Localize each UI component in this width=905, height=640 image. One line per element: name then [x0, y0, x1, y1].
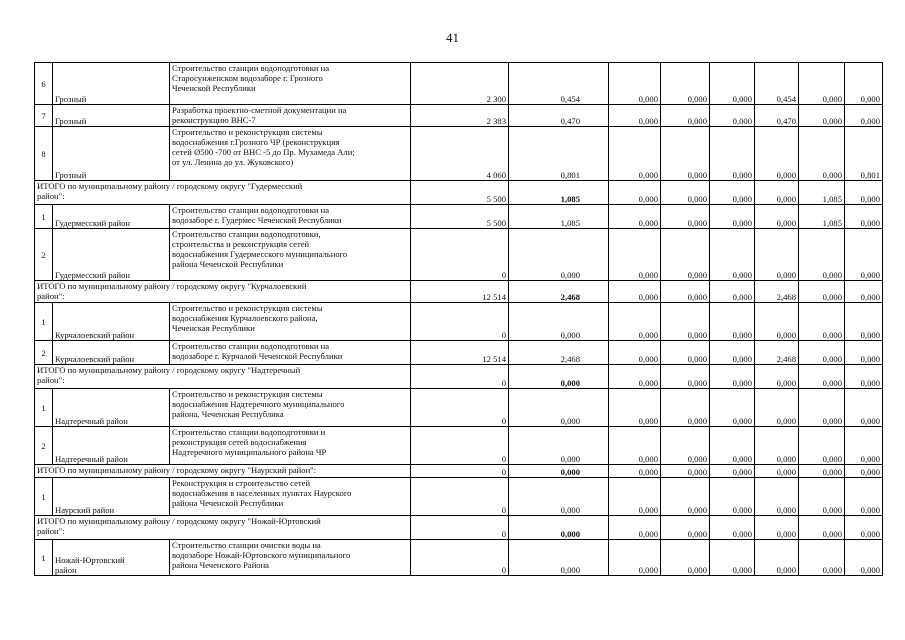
value-cell: 0,000 [509, 465, 609, 478]
value-cell: 0,000 [609, 229, 661, 281]
value-cell: 0,000 [799, 540, 845, 576]
total-label-cell: ИТОГО по муниципальному району / городскому округу "Курчалоевский район": [35, 281, 411, 303]
district-cell: Курчалоевский район [53, 341, 170, 365]
district-cell: Наурский район [53, 478, 170, 516]
investment-program-table [34, 62, 883, 576]
total-row [35, 181, 883, 205]
value-cell: 0,000 [609, 341, 661, 365]
value-cell: 0 [411, 516, 509, 540]
value-cell: 0,000 [755, 127, 799, 181]
value-cell: 0,801 [845, 127, 883, 181]
value-cell: 0,470 [755, 105, 799, 127]
value-cell: 0,000 [661, 540, 710, 576]
work-description-cell: Строительство станции водоподготовки и реконструкция сетей водоснабжения Надтеречного муниципального района ЧР [170, 427, 411, 465]
value-cell: 0,000 [710, 281, 755, 303]
district-cell: Надтеречный район [53, 427, 170, 465]
district-cell: Грозный [53, 127, 170, 181]
value-cell: 0,000 [710, 365, 755, 389]
value-cell: 0,000 [845, 389, 883, 427]
district-cell: Гудермесский район [53, 205, 170, 229]
row-number-cell: 1 [35, 205, 53, 229]
value-cell: 0,000 [609, 127, 661, 181]
row-number-cell: 2 [35, 229, 53, 281]
district-cell: Грозный [53, 63, 170, 105]
value-cell: 0,000 [661, 303, 710, 341]
value-cell: 0,000 [661, 478, 710, 516]
value-cell: 0,000 [845, 516, 883, 540]
value-cell: 0,000 [661, 427, 710, 465]
work-description-cell: Реконструкция и строительство сетей водоснабжения в населенных пунктах Наурского района Чеченской Республики [170, 478, 411, 516]
value-cell: 4 060 [411, 127, 509, 181]
row-number-cell: 1 [35, 478, 53, 516]
value-cell: 2 300 [411, 63, 509, 105]
table-row [35, 478, 883, 516]
value-cell: 12 514 [411, 281, 509, 303]
value-cell: 1,085 [509, 181, 609, 205]
value-cell: 0,000 [845, 303, 883, 341]
value-cell: 0,000 [755, 229, 799, 281]
value-cell: 0,000 [799, 516, 845, 540]
value-cell: 0 [411, 540, 509, 576]
value-cell: 0,000 [845, 478, 883, 516]
work-description-cell: Строительство станции водоподготовки на водозаборе г. Гудермес Чеченской Республики [170, 205, 411, 229]
value-cell: 0,000 [755, 365, 799, 389]
total-row [35, 465, 883, 478]
value-cell: 0,000 [799, 427, 845, 465]
value-cell: 0,000 [799, 229, 845, 281]
value-cell: 0,000 [710, 127, 755, 181]
work-description-cell: Строительство станции очистки воды на водозаборе Ножай-Юртовского муниципального района Чеченского Района [170, 540, 411, 576]
table-row [35, 63, 883, 105]
value-cell: 0 [411, 427, 509, 465]
value-cell: 0,000 [509, 229, 609, 281]
value-cell: 2 383 [411, 105, 509, 127]
value-cell: 0,000 [799, 341, 845, 365]
value-cell: 0,000 [609, 303, 661, 341]
table-row [35, 303, 883, 341]
table-row [35, 105, 883, 127]
value-cell: 0,000 [710, 465, 755, 478]
value-cell: 2,468 [755, 341, 799, 365]
value-cell: 0,000 [661, 365, 710, 389]
value-cell: 0,454 [755, 63, 799, 105]
total-row [35, 516, 883, 540]
value-cell: 0,801 [509, 127, 609, 181]
value-cell: 0,000 [710, 516, 755, 540]
value-cell: 0,000 [710, 540, 755, 576]
value-cell: 0,000 [799, 281, 845, 303]
district-cell: Надтеречный район [53, 389, 170, 427]
value-cell: 1,085 [509, 205, 609, 229]
value-cell: 0,000 [509, 516, 609, 540]
table-row [35, 427, 883, 465]
value-cell: 0,000 [755, 540, 799, 576]
value-cell: 0,000 [845, 281, 883, 303]
value-cell: 1,085 [799, 181, 845, 205]
work-description-cell: Строительство и реконструкция системы водоснабжения Надтеречного муниципального района, Чеченская Республика [170, 389, 411, 427]
value-cell: 0,000 [845, 205, 883, 229]
value-cell: 0,000 [845, 365, 883, 389]
district-cell: Гудермесский район [53, 229, 170, 281]
value-cell: 5 500 [411, 205, 509, 229]
value-cell: 0,000 [609, 105, 661, 127]
value-cell: 0,000 [509, 303, 609, 341]
value-cell: 0 [411, 365, 509, 389]
value-cell: 0 [411, 229, 509, 281]
value-cell: 0,000 [661, 127, 710, 181]
value-cell: 0,000 [799, 63, 845, 105]
district-cell: Ножай-Юртовский район [53, 540, 170, 576]
value-cell: 0,000 [609, 540, 661, 576]
value-cell: 0,000 [799, 465, 845, 478]
value-cell: 0 [411, 303, 509, 341]
value-cell: 0,000 [845, 229, 883, 281]
value-cell: 2,468 [509, 281, 609, 303]
row-number-cell: 8 [35, 127, 53, 181]
row-number-cell: 7 [35, 105, 53, 127]
value-cell: 5 500 [411, 181, 509, 205]
value-cell: 0,000 [609, 205, 661, 229]
value-cell: 0,000 [710, 63, 755, 105]
work-description-cell: Строительство и реконструкция системы водоснабжения Курчалоевского района, Чеченская Республики [170, 303, 411, 341]
table-row [35, 127, 883, 181]
value-cell: 0,000 [755, 478, 799, 516]
value-cell: 0,000 [710, 303, 755, 341]
work-description-cell: Разработка проектно-сметной документации на реконструкцию ВНС-7 [170, 105, 411, 127]
value-cell: 0 [411, 389, 509, 427]
value-cell: 0,000 [609, 389, 661, 427]
table-body [35, 63, 883, 576]
work-description-cell: Строительство и реконструкция системы водоснабжения г.Грозного ЧР (реконструкция сетей Ø500 -700 от ВНС -5 до Пр. Мухамеда Али; от ул. Ленина до ул. Жуковского) [170, 127, 411, 181]
value-cell: 0,000 [661, 63, 710, 105]
total-label-cell: ИТОГО по муниципальному району / городскому округу "Ножай-Юртовский район": [35, 516, 411, 540]
value-cell: 0,000 [609, 63, 661, 105]
total-row [35, 281, 883, 303]
value-cell: 0,470 [509, 105, 609, 127]
value-cell: 0,000 [661, 465, 710, 478]
total-row [35, 365, 883, 389]
value-cell: 0,454 [509, 63, 609, 105]
table-row [35, 205, 883, 229]
total-label-cell: ИТОГО по муниципальному району / городскому округу "Гудермесский район": [35, 181, 411, 205]
value-cell: 0,000 [755, 205, 799, 229]
value-cell: 0,000 [799, 365, 845, 389]
value-cell: 12 514 [411, 341, 509, 365]
value-cell: 0,000 [845, 540, 883, 576]
value-cell: 0,000 [609, 516, 661, 540]
value-cell: 0,000 [509, 478, 609, 516]
value-cell: 0,000 [710, 229, 755, 281]
row-number-cell: 1 [35, 303, 53, 341]
value-cell: 0,000 [509, 427, 609, 465]
work-description-cell: Строительство станции водоподготовки, строительства и реконструкция сетей водоснабжения Гудермесского муниципального района Чеченской Республики [170, 229, 411, 281]
value-cell: 0,000 [661, 341, 710, 365]
district-cell: Грозный [53, 105, 170, 127]
work-description-cell: Строительство станции водоподготовки на Старосунженском водозаборе г. Грозного Чеченской Республики [170, 63, 411, 105]
value-cell: 1,085 [799, 205, 845, 229]
value-cell: 0,000 [845, 465, 883, 478]
value-cell: 0,000 [755, 465, 799, 478]
value-cell: 0,000 [845, 427, 883, 465]
value-cell: 0,000 [755, 516, 799, 540]
value-cell: 0,000 [661, 205, 710, 229]
value-cell: 0,000 [710, 205, 755, 229]
value-cell: 0,000 [661, 389, 710, 427]
value-cell: 0,000 [509, 389, 609, 427]
value-cell: 2,468 [755, 281, 799, 303]
value-cell: 0,000 [609, 465, 661, 478]
value-cell: 0,000 [799, 127, 845, 181]
table-row [35, 389, 883, 427]
value-cell: 0,000 [710, 181, 755, 205]
value-cell: 0,000 [755, 389, 799, 427]
value-cell: 0,000 [509, 365, 609, 389]
table-row [35, 229, 883, 281]
value-cell: 0,000 [799, 478, 845, 516]
value-cell: 0,000 [755, 181, 799, 205]
value-cell: 0,000 [799, 105, 845, 127]
district-cell: Курчалоевский район [53, 303, 170, 341]
value-cell: 0 [411, 478, 509, 516]
value-cell: 0,000 [661, 516, 710, 540]
value-cell: 2,468 [509, 341, 609, 365]
value-cell: 0,000 [799, 389, 845, 427]
value-cell: 0,000 [755, 427, 799, 465]
value-cell: 0,000 [661, 105, 710, 127]
table-row [35, 540, 883, 576]
row-number-cell: 1 [35, 389, 53, 427]
value-cell: 0,000 [845, 341, 883, 365]
work-description-cell: Строительство станции водоподготовки на водозаборе г. Курчалой Чеченской Республики [170, 341, 411, 365]
value-cell: 0,000 [755, 303, 799, 341]
value-cell: 0,000 [845, 63, 883, 105]
value-cell: 0,000 [609, 478, 661, 516]
value-cell: 0,000 [609, 281, 661, 303]
value-cell: 0,000 [710, 389, 755, 427]
page-number: 41 [446, 30, 459, 45]
row-number-cell: 2 [35, 427, 53, 465]
value-cell: 0,000 [710, 478, 755, 516]
row-number-cell: 1 [35, 540, 53, 576]
value-cell: 0,000 [609, 181, 661, 205]
value-cell: 0,000 [661, 229, 710, 281]
value-cell: 0 [411, 465, 509, 478]
row-number-cell: 2 [35, 341, 53, 365]
value-cell: 0,000 [661, 181, 710, 205]
value-cell: 0,000 [609, 365, 661, 389]
value-cell: 0,000 [661, 281, 710, 303]
value-cell: 0,000 [609, 427, 661, 465]
row-number-cell: 6 [35, 63, 53, 105]
value-cell: 0,000 [799, 303, 845, 341]
total-label-cell: ИТОГО по муниципальному району / городскому округу "Наурский район": [35, 465, 411, 478]
value-cell: 0,000 [710, 427, 755, 465]
total-label-cell: ИТОГО по муниципальному району / городскому округу "Надтеречный район": [35, 365, 411, 389]
value-cell: 0,000 [845, 105, 883, 127]
value-cell: 0,000 [710, 105, 755, 127]
value-cell: 0,000 [509, 540, 609, 576]
table-row [35, 341, 883, 365]
value-cell: 0,000 [845, 181, 883, 205]
value-cell: 0,000 [710, 341, 755, 365]
